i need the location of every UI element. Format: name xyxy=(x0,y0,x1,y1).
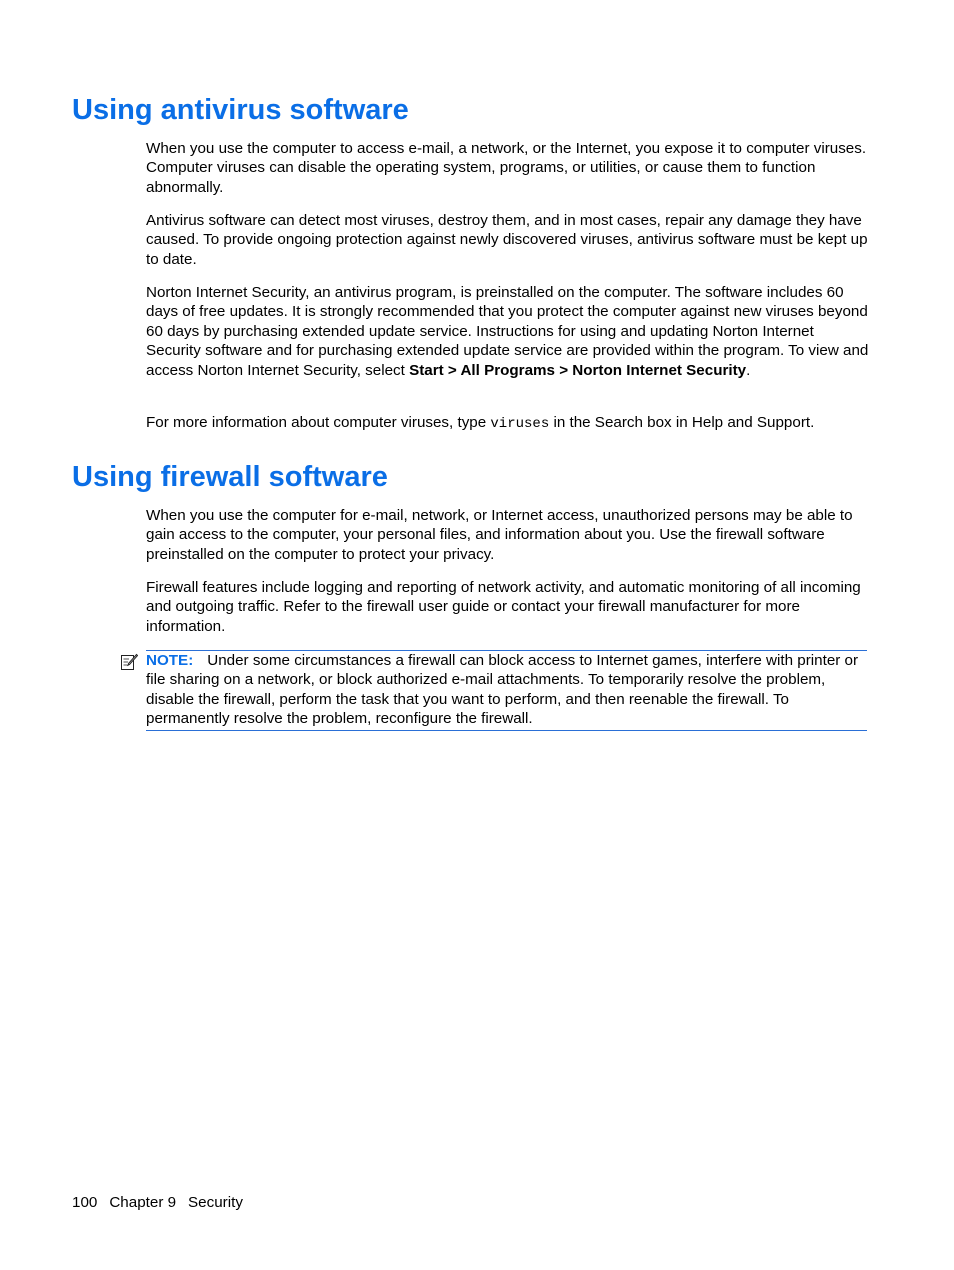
antivirus-paragraph-3-end: . xyxy=(746,361,751,379)
antivirus-paragraph-4-after: in the Search box in Help and Support. xyxy=(549,414,815,431)
page-number: 100 xyxy=(72,1194,98,1211)
antivirus-paragraph-3 xyxy=(146,283,870,380)
footer-title: Security xyxy=(188,1194,243,1211)
note-label: NOTE: xyxy=(146,652,194,669)
footer-chapter: Chapter 9 xyxy=(109,1194,177,1211)
heading-antivirus: Using antivirus software xyxy=(72,94,409,126)
antivirus-paragraph-4 xyxy=(146,413,870,434)
antivirus-paragraph-4-before: For more information about computer viruses, type xyxy=(146,414,491,431)
antivirus-paragraph-3-text: Norton Internet Security, an antivirus program, is preinstalled on the computer. The software includes 60 days of free updates. It is strongly recommended that you protect the computer against new viruses beyond 60 days by purchasing extended update service. Instructions for using and updating Norton Internet Security software and for purchasing extended update service are provided within the program. To view and access Norton Internet Security, select xyxy=(146,284,869,379)
antivirus-paragraph-2: Antivirus software can detect most viruses, destroy them, and in most cases, repair any damage they have caused. To provide ongoing protection against newly discovered viruses, antivirus software must be kept up to date. xyxy=(146,212,868,268)
menu-path: Start > All Programs > Norton Internet Security xyxy=(409,361,747,379)
antivirus-paragraph-1: When you use the computer to access e-mail, a network, or the Internet, you expose it to computer viruses. Computer viruses can disable the operating system, programs, or utilities, or cause them to function abnormally. xyxy=(146,140,867,196)
heading-firewall: Using firewall software xyxy=(72,461,388,493)
firewall-paragraph-2: Firewall features include logging and reporting of network activity, and automatic monitoring of all incoming and outgoing traffic. Refer to the firewall user guide or contact your firewall manufacturer for more information. xyxy=(146,579,861,635)
firewall-paragraph-1: When you use the computer for e-mail, network, or Internet access, unauthorized persons may be able to gain access to the computer, your personal files, and information about you. Use the firewall software preinstalled on the computer to protect your privacy. xyxy=(146,507,853,563)
note-box xyxy=(146,650,867,731)
note-content xyxy=(146,651,867,729)
page-footer xyxy=(72,1193,243,1212)
search-term-code: viruses xyxy=(490,416,550,432)
note-pencil-icon xyxy=(120,653,138,671)
note-text: Under some circumstances a firewall can block access to Internet games, interfere with printer or file sharing on a network, or block authorized e-mail attachments. To temporarily resolve the problem, disable the firewall, perform the task that you want to perform, and then reenable the firewall. To permanently resolve the problem, reconfigure the firewall. xyxy=(146,652,859,728)
